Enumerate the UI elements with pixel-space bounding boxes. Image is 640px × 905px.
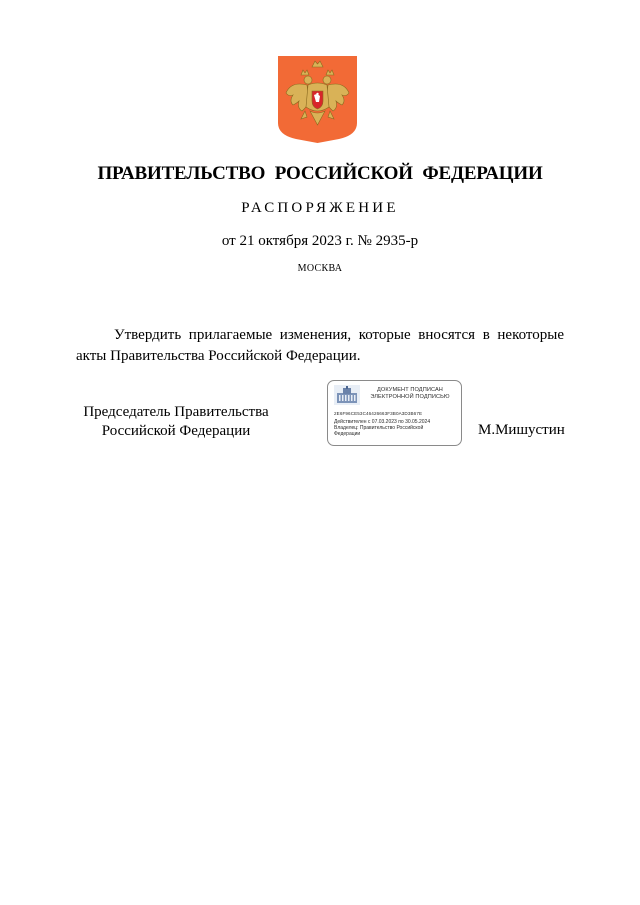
signer-name: М.Мишустин: [478, 422, 565, 438]
document-type: РАСПОРЯЖЕНИЕ: [241, 200, 399, 216]
body-paragraph: Утвердить прилагаемые изменения, которые вносятся в некоторые акты Правительства Российской Федерации.: [76, 327, 564, 364]
document-city: МОСКВА: [297, 263, 343, 274]
stamp-validity: Действителен с 07.03.2023 по 30.05.2024: [334, 419, 431, 425]
signer-title-line1: Председатель Правительства: [83, 404, 269, 420]
stamp-heading-line2: ЭЛЕКТРОННОЙ ПОДПИСЬЮ: [370, 394, 450, 400]
russian-coat-of-arms-icon: [277, 55, 358, 143]
signer-title-line2: Российской Федерации: [101, 423, 251, 439]
stamp-owner-line1: Владелец: Правительство Российской: [334, 425, 424, 431]
stamp-heading: [362, 387, 458, 401]
stamp-certificate: 2E6F96CE53C46426663F3B0A3D3B67E: [334, 411, 423, 416]
document-date-number: от 21 октября 2023 г. № 2935-р: [221, 233, 419, 249]
stamp-heading-line1: ДОКУМЕНТ ПОДПИСАН: [377, 387, 443, 393]
electronic-signature-stamp: [327, 380, 462, 446]
signer-title: [76, 403, 276, 441]
government-title: ПРАВИТЕЛЬСТВО РОССИЙСКОЙ ФЕДЕРАЦИИ: [97, 163, 543, 184]
government-building-icon: [334, 385, 360, 405]
stamp-owner-line2: Федерации: [334, 431, 361, 437]
